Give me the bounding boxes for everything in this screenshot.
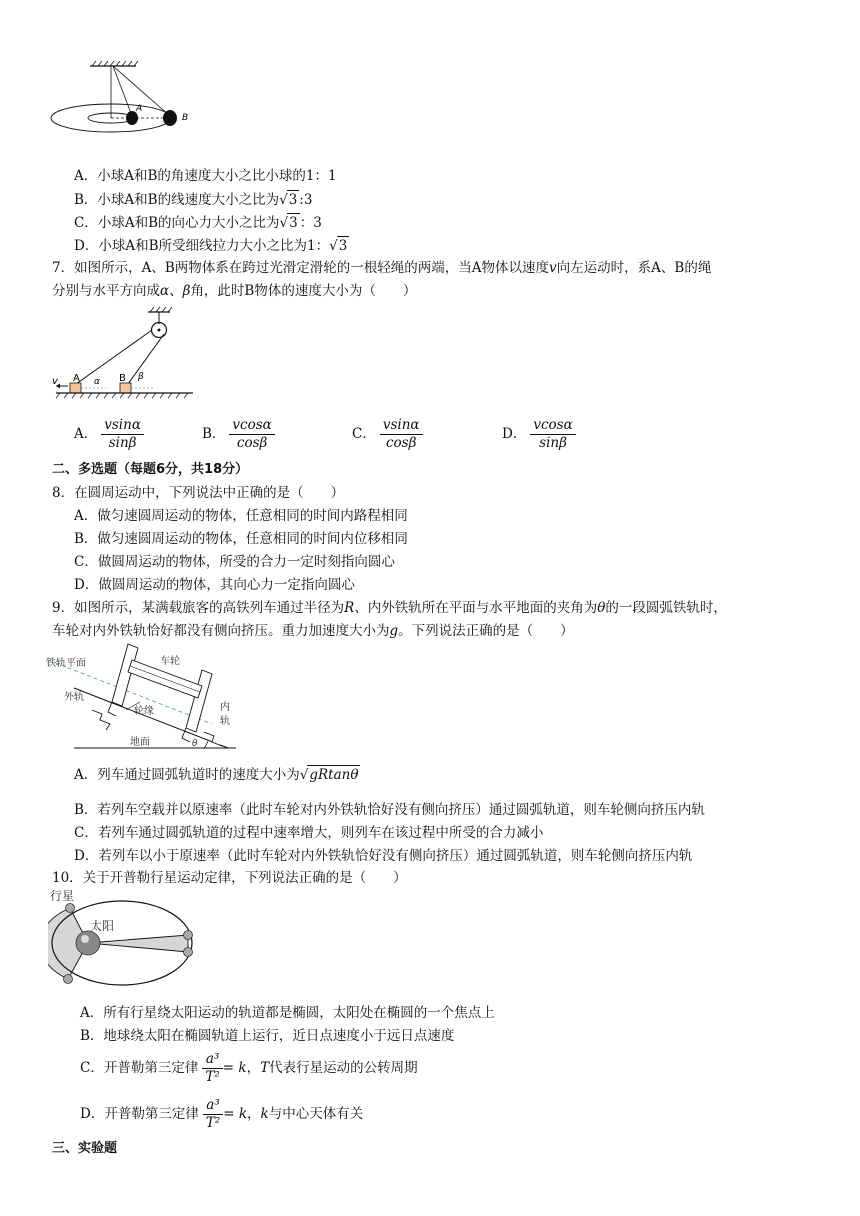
q7-stem-line-1: 7．如图所示，A、B两物体系在跨过光滑定滑轮的一根轻绳的两端，当A物体以速度v向左运动时，系A、B的绳 <box>52 260 712 276</box>
q8-option-c[interactable]: C．做圆周运动的物体，所受的合力一定时刻指向圆心 <box>74 554 395 570</box>
section-3-heading: 三、实验题 <box>52 1141 118 1156</box>
q7-fig-beta: β <box>138 372 144 382</box>
q10-figure <box>48 886 208 998</box>
q6-option-c[interactable]: C．小球A和B的向心力大小之比为√3 ：3 <box>74 215 322 231</box>
q9-figure <box>44 640 240 754</box>
q8-option-d[interactable]: D．做圆周运动的物体，其向心力一定指向圆心 <box>74 577 355 593</box>
q7-option-a[interactable]: A． $\frac{vsin\alpha}{\sin\beta}$ <box>74 416 144 452</box>
q10-stem: 10．关于开普勒行星运动定律，下列说法正确的是（ ） <box>52 870 407 886</box>
q9-fig-theta: θ <box>192 739 198 749</box>
q7-option-c[interactable]: C． $\frac{vsin\alpha}{\cos\beta}$ <box>352 416 423 452</box>
q9-option-a[interactable]: A．列车通过圆弧轨道时的速度大小为√gRtanθ <box>74 767 359 783</box>
q9-stem-line-1: 9．如图所示，某满载旅客的高铁列车通过半径为R、内外铁轨所在平面与水平地面的夹角为θ的一段圆弧铁轨时， <box>52 600 727 616</box>
q10-option-b[interactable]: B．地球绕太阳在椭圆轨道上运行，近日点速度小于远日点速度 <box>80 1028 455 1044</box>
q9-option-c[interactable]: C．若列车通过圆弧轨道的过程中速率增大，则列车在该过程中所受的合力减小 <box>74 825 544 841</box>
q6-option-d[interactable]: D．小球A和B所受细线拉力大小之比为1：√3 <box>74 238 348 254</box>
q7-fig-v: v <box>52 376 58 387</box>
q10-fig-sun: 太阳 <box>90 919 115 933</box>
q7-option-b[interactable]: B． $\frac{vcos\alpha}{\cos\beta}$ <box>202 416 275 452</box>
q6-label-a: A <box>136 104 143 114</box>
q6-figure <box>48 56 208 136</box>
q9-fig-ground: 地面 <box>130 737 150 748</box>
section-2-heading: 二、多选题（每题6分，共18分） <box>52 462 249 477</box>
q8-option-a[interactable]: A．做匀速圆周运动的物体，任意相同的时间内路程相同 <box>74 508 408 524</box>
q6-option-a[interactable]: A．小球A和B的角速度大小之比小球的1：1 <box>74 168 337 184</box>
q7-fig-alpha: α <box>94 377 100 387</box>
q9-fig-flange: 轮缘 <box>134 706 154 717</box>
q9-fig-wheel: 车轮 <box>160 656 180 667</box>
q10-option-a[interactable]: A．所有行星绕太阳运动的轨道都是椭圆，太阳处在椭圆的一个焦点上 <box>80 1005 495 1021</box>
q10-option-c[interactable]: C．开普勒第三定律 $\frac{\text{a³}}{\text{T²}}$ = k，T代表行星运动的公转周期 <box>80 1051 418 1085</box>
q8-option-b[interactable]: B．做匀速圆周运动的物体，任意相同的时间内位移相同 <box>74 531 408 547</box>
q10-fig-planet: 行星 <box>50 889 75 903</box>
q9-option-d[interactable]: D．若列车以小于原速率（此时车轮对内外铁轨恰好没有侧向挤压）通过圆弧轨道，则车轮侧向挤压内轨 <box>74 848 693 864</box>
q9-stem-line-2: 车轮对内外铁轨恰好都没有侧向挤压。重力加速度大小为g。下列说法正确的是（ ） <box>52 623 574 639</box>
q7-fig-b: B <box>119 373 126 384</box>
q7-stem-line-2: 分别与水平方向成α、β角，此时B物体的速度大小为（ ） <box>52 283 417 299</box>
q9-option-b[interactable]: B．若列车空载并以原速率（此时车轮对内外铁轨恰好没有侧向挤压）通过圆弧轨道，则车轮侧向挤压内轨 <box>74 802 705 818</box>
q6-option-b[interactable]: B．小球A和B的线速度大小之比为√3 :3 <box>74 192 313 208</box>
q7-figure <box>48 306 198 402</box>
q9-fig-inner-2: 轨 <box>220 716 230 727</box>
q6-label-b: B <box>182 113 189 123</box>
q10-option-d[interactable]: D．开普勒第三定律 $\frac{\text{a³}}{\text{T²}}$ = k，k与中心天体有关 <box>80 1097 364 1131</box>
q9-fig-inner-1: 内 <box>220 702 230 713</box>
q9-fig-rail-plane: 铁轨平面 <box>46 658 86 669</box>
q8-stem: 8．在圆周运动中，下列说法中正确的是（ ） <box>52 485 345 501</box>
q9-fig-outer-rail: 外轨 <box>64 692 84 703</box>
q7-option-d[interactable]: D． $\frac{vcos\alpha}{\sin\beta}$ <box>502 416 576 452</box>
q7-fig-a: A <box>73 373 80 384</box>
